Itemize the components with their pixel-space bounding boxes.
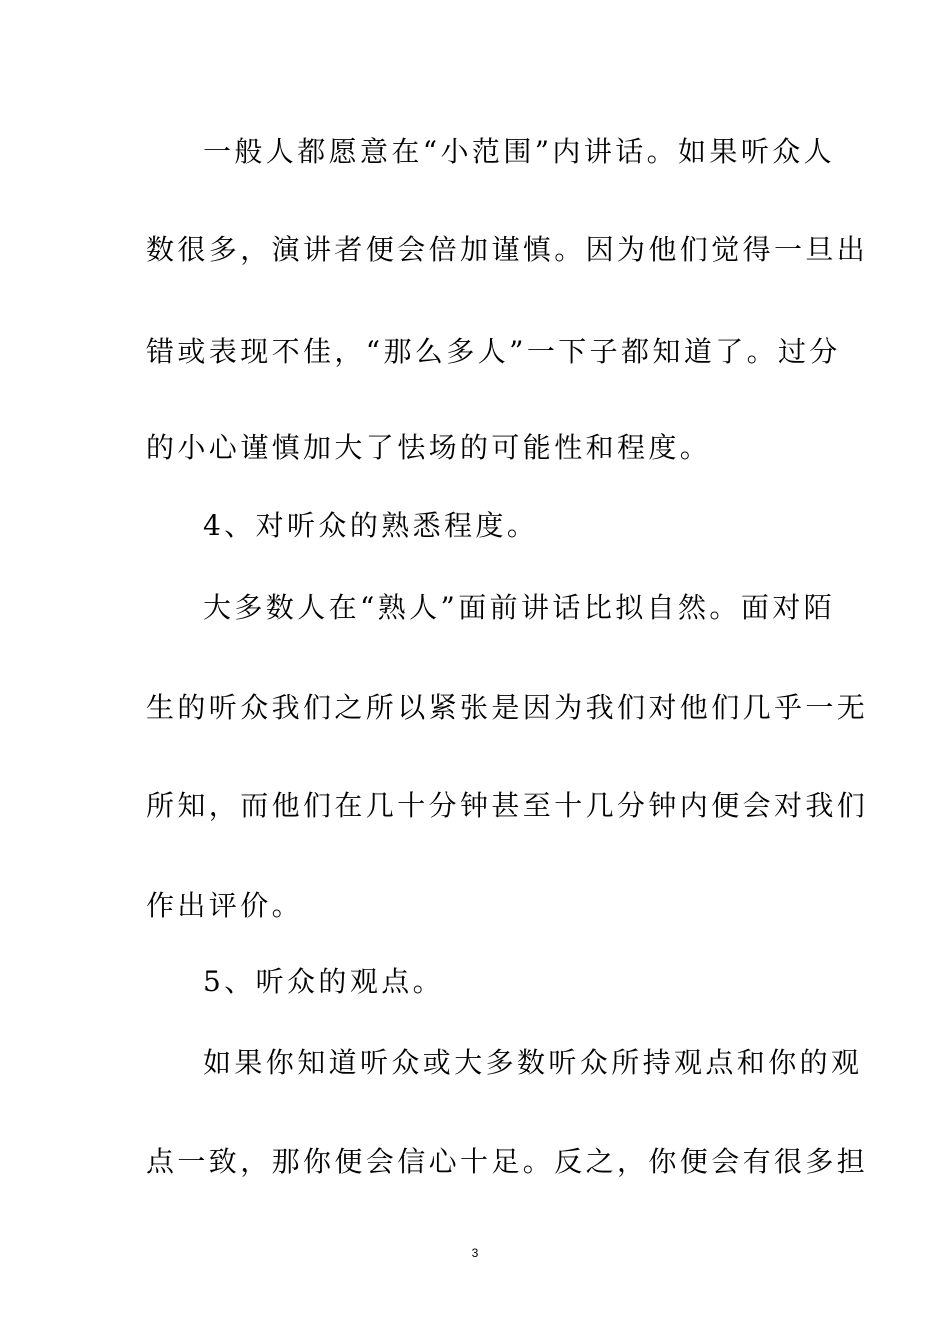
paragraph-line: 生的听众我们之所以紧张是因为我们对他们几乎一无	[146, 691, 869, 724]
paragraph-line: 错或表现不佳，“那么多人”一下子都知道了。过分	[146, 335, 841, 368]
paragraph-line: 如果你知道听众或大多数听众所持观点和你的观	[203, 1046, 863, 1079]
paragraph-line: 所知，而他们在几十分钟甚至十几分钟内便会对我们	[146, 789, 869, 822]
paragraph-line: 数很多，演讲者便会倍加谨慎。因为他们觉得一旦出	[146, 233, 869, 266]
page-number: 3	[471, 1246, 479, 1260]
paragraph-line: 的小心谨慎加大了怯场的可能性和程度。	[146, 431, 712, 464]
paragraph-line: 点一致，那你便会信心十足。反之，你便会有很多担	[146, 1145, 869, 1178]
section-heading: 4、对听众的熟悉程度。	[203, 509, 539, 542]
section-heading: 5、听众的观点。	[203, 965, 445, 998]
paragraph-line: 大多数人在“熟人”面前讲话比拟自然。面对陌	[203, 591, 836, 624]
paragraph-line: 一般人都愿意在“小范围”内讲话。如果听众人	[203, 135, 836, 168]
paragraph-line: 作出评价。	[146, 889, 304, 922]
